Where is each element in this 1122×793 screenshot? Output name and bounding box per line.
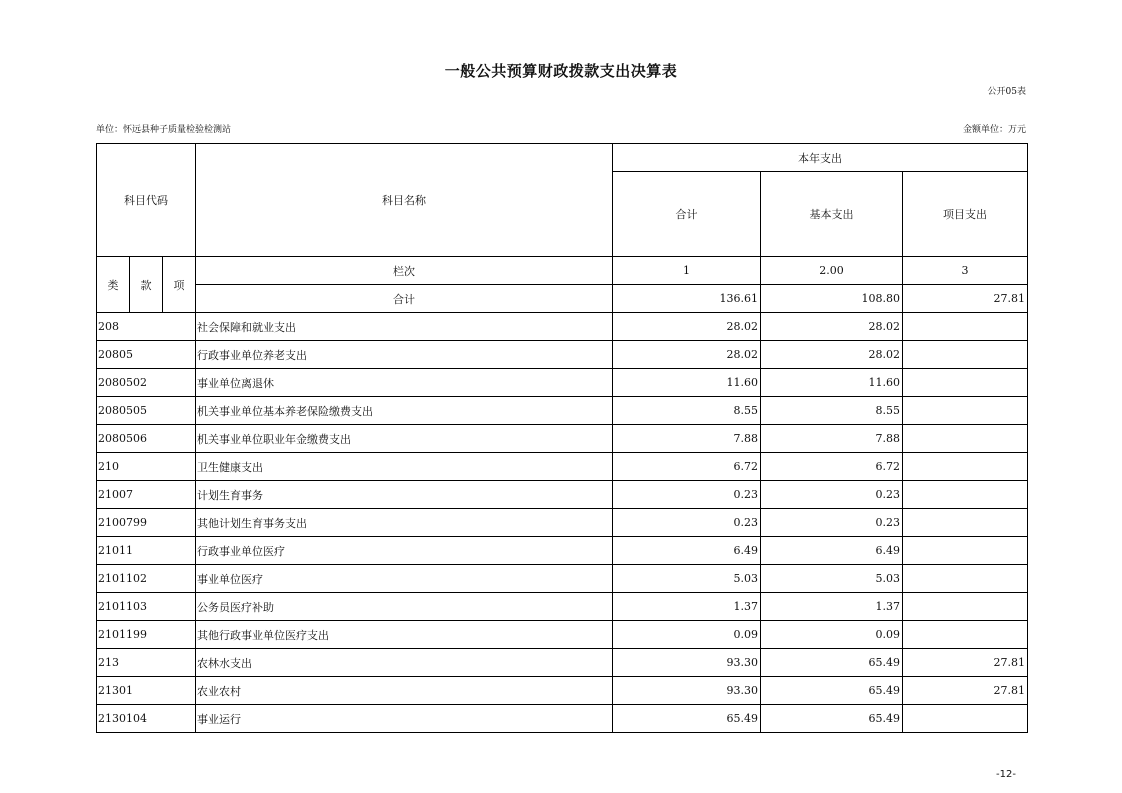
table-row [97,453,1028,481]
header-year-expense: 本年支出 [613,144,1028,172]
row-total: 7.88 [613,425,761,453]
row-project [903,341,1028,369]
header-xiang: 项 [163,257,196,313]
row-project [903,537,1028,565]
header-project: 项目支出 [903,172,1028,257]
table-row [97,313,1028,341]
form-number: 公开05表 [987,87,1026,97]
row-code: 2100799 [97,509,196,537]
table-row [97,481,1028,509]
row-project [903,705,1028,733]
row-basic: 6.49 [761,537,903,565]
row-project [903,313,1028,341]
row-name: 机关事业单位职业年金缴费支出 [196,425,613,453]
row-basic: 65.49 [761,677,903,705]
row-total: 0.23 [613,509,761,537]
row-name: 农林水支出 [196,649,613,677]
row-project [903,397,1028,425]
row-total: 65.49 [613,705,761,733]
row-basic: 0.23 [761,481,903,509]
table-row [97,705,1028,733]
table-row [97,593,1028,621]
row-project: 27.81 [903,649,1028,677]
row-basic: 8.55 [761,397,903,425]
row-code: 2101102 [97,565,196,593]
page-number: -12- [996,769,1016,780]
row-basic: 0.23 [761,509,903,537]
row-project [903,425,1028,453]
row-code: 2101103 [97,593,196,621]
row-total: 1.37 [613,593,761,621]
row-basic: 6.72 [761,453,903,481]
table-row [97,509,1028,537]
row-name: 事业单位医疗 [196,565,613,593]
row-total: 93.30 [613,649,761,677]
column-number-3: 3 [903,257,1028,285]
row-basic: 28.02 [761,313,903,341]
column-label: 栏次 [196,257,613,285]
table-row [97,677,1028,705]
row-name: 其他计划生育事务支出 [196,509,613,537]
row-total: 5.03 [613,565,761,593]
row-total: 0.09 [613,621,761,649]
row-project [903,509,1028,537]
row-basic: 1.37 [761,593,903,621]
row-project [903,481,1028,509]
row-name: 公务员医疗补助 [196,593,613,621]
sum-basic: 108.80 [761,285,903,313]
row-total: 28.02 [613,313,761,341]
header-kuan: 款 [130,257,163,313]
row-name: 其他行政事业单位医疗支出 [196,621,613,649]
amount-unit: 金额单位：万元 [962,125,1026,135]
row-basic: 65.49 [761,649,903,677]
table-row [97,425,1028,453]
row-project [903,453,1028,481]
row-total: 28.02 [613,341,761,369]
row-code: 20805 [97,341,196,369]
row-code: 2130104 [97,705,196,733]
row-project [903,593,1028,621]
page-title: 一般公共预算财政拨款支出决算表 [444,62,678,80]
table-row [97,397,1028,425]
row-name: 行政事业单位医疗 [196,537,613,565]
header-basic: 基本支出 [761,172,903,257]
expense-table [96,143,1028,733]
row-name: 行政事业单位养老支出 [196,341,613,369]
row-basic: 5.03 [761,565,903,593]
row-code: 21007 [97,481,196,509]
row-basic: 7.88 [761,425,903,453]
unit-name: 单位：怀远县种子质量检验检测站 [96,125,232,135]
row-code: 2080502 [97,369,196,397]
table-row [97,341,1028,369]
table-row [97,369,1028,397]
column-number-2: 2.00 [761,257,903,285]
row-code: 210 [97,453,196,481]
row-name: 卫生健康支出 [196,453,613,481]
row-total: 6.49 [613,537,761,565]
row-project [903,369,1028,397]
row-code: 21301 [97,677,196,705]
row-project [903,621,1028,649]
row-total: 0.23 [613,481,761,509]
row-name: 事业运行 [196,705,613,733]
column-number-1: 1 [613,257,761,285]
row-name: 社会保障和就业支出 [196,313,613,341]
row-name: 机关事业单位基本养老保险缴费支出 [196,397,613,425]
header-total: 合计 [613,172,761,257]
row-basic: 11.60 [761,369,903,397]
row-name: 计划生育事务 [196,481,613,509]
row-code: 208 [97,313,196,341]
row-code: 21011 [97,537,196,565]
sum-total: 136.61 [613,285,761,313]
row-basic: 0.09 [761,621,903,649]
row-total: 8.55 [613,397,761,425]
row-code: 213 [97,649,196,677]
header-subject-code: 科目代码 [97,144,196,257]
sum-project: 27.81 [903,285,1028,313]
row-total: 6.72 [613,453,761,481]
row-project: 27.81 [903,677,1028,705]
table-row [97,621,1028,649]
row-code: 2080505 [97,397,196,425]
row-project [903,565,1028,593]
row-basic: 65.49 [761,705,903,733]
row-total: 93.30 [613,677,761,705]
row-total: 11.60 [613,369,761,397]
row-name: 农业农村 [196,677,613,705]
row-code: 2101199 [97,621,196,649]
header-lei: 类 [97,257,130,313]
header-subject-name: 科目名称 [196,144,613,257]
table-row [97,649,1028,677]
table-row [97,537,1028,565]
row-code: 2080506 [97,425,196,453]
table-row [97,565,1028,593]
row-basic: 28.02 [761,341,903,369]
row-name: 事业单位离退休 [196,369,613,397]
sum-label: 合计 [196,285,613,313]
